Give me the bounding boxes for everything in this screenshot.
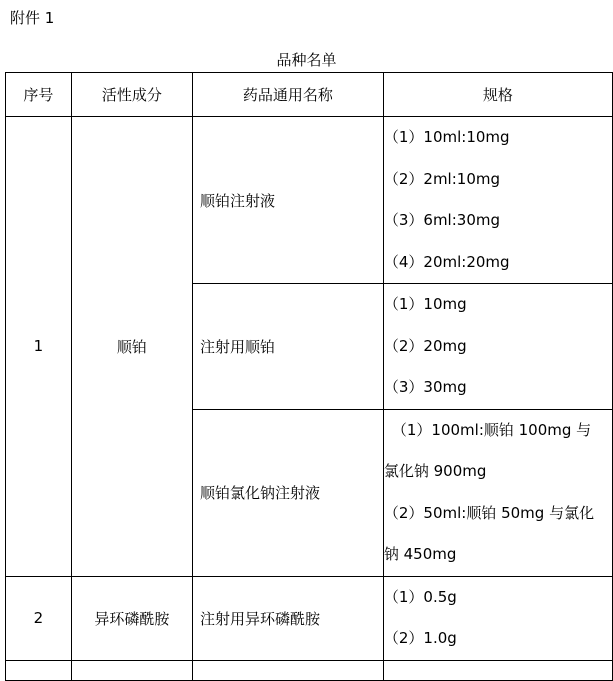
seq-cell: 2 <box>6 576 72 660</box>
spec-line: （2）20mg <box>383 336 467 355</box>
spec-line: （2）2ml:10mg <box>383 169 500 188</box>
spec-line: （1）0.5g <box>383 587 457 606</box>
spec-cell <box>383 576 612 660</box>
spec-line: （1）10ml:10mg <box>383 128 510 146</box>
table-row <box>6 117 613 284</box>
header-ingredient: 活性成分 <box>71 73 192 117</box>
spec-line: （2）1.0g <box>383 629 457 647</box>
spec-cell <box>383 284 612 410</box>
header-spec: 规格 <box>383 73 612 117</box>
seq-cell: 1 <box>6 117 72 577</box>
header-seq: 序号 <box>6 73 72 117</box>
spec-line: （2）50ml:顺铂 50mg 与氯化 <box>383 503 595 522</box>
product-table <box>5 72 613 681</box>
spec-line: 钠 450mg <box>383 545 457 563</box>
spec-line: 氯化钠 900mg <box>383 462 487 480</box>
header-row <box>6 73 613 117</box>
header-generic-name: 药品通用名称 <box>192 73 383 117</box>
spec-line: （4）20ml:20mg <box>383 252 510 271</box>
generic-name-cell: 顺铂氯化钠注射液 <box>192 409 383 576</box>
ingredient-cell: 顺铂 <box>71 117 192 577</box>
spec-cell <box>383 409 612 576</box>
spec-line: （1）100ml:顺铂 100mg 与 <box>391 420 592 439</box>
spec-cell <box>383 117 612 284</box>
spec-line: （3）30mg <box>383 378 467 396</box>
generic-name-cell: 注射用顺铂 <box>192 284 383 410</box>
spec-line: （1）10mg <box>383 295 467 313</box>
spec-line: （3）6ml:30mg <box>383 211 500 229</box>
table-title: 品种名单 <box>276 51 337 69</box>
table-row-cut <box>6 660 613 680</box>
attachment-label: 附件 1 <box>10 9 55 27</box>
table-row <box>6 576 613 660</box>
ingredient-cell: 异环磷酰胺 <box>71 576 192 660</box>
generic-name-cell: 注射用异环磷酰胺 <box>192 576 383 660</box>
generic-name-cell: 顺铂注射液 <box>192 117 383 284</box>
